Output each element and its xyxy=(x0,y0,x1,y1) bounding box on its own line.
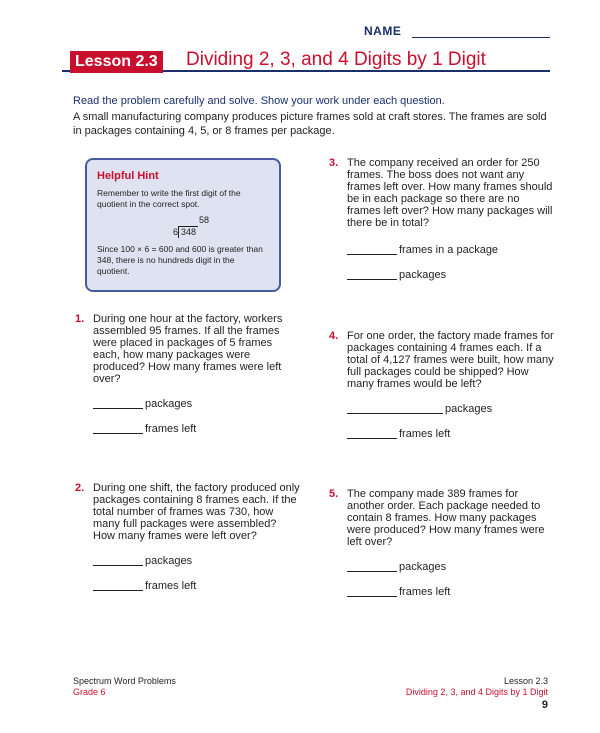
answer-line[interactable] xyxy=(93,398,301,410)
answer-label: frames left xyxy=(145,423,197,435)
answer-line[interactable] xyxy=(347,269,555,281)
answer-blank[interactable] xyxy=(93,590,143,591)
answer-line[interactable] xyxy=(347,244,555,256)
problem-number: 2. xyxy=(75,482,85,494)
answer-blank[interactable] xyxy=(347,596,397,597)
problem-1 xyxy=(75,313,301,435)
answer-blank[interactable] xyxy=(347,254,397,255)
hint-title: Helpful Hint xyxy=(97,170,159,182)
footer-left xyxy=(73,676,176,698)
answer-blank[interactable] xyxy=(347,571,397,572)
lesson-title: Dividing 2, 3, and 4 Digits by 1 Digit xyxy=(186,49,486,70)
answer-blank[interactable] xyxy=(93,408,143,409)
problem-2 xyxy=(75,482,301,592)
answer-blank[interactable] xyxy=(347,413,443,414)
problem-number: 3. xyxy=(329,157,339,169)
page-number: 9 xyxy=(541,699,548,711)
answer-label: frames left xyxy=(399,428,451,440)
problem-text: During one hour at the factory, workers assembled 95 frames. If all the frames were placed in packages of 5 frames each, how many packages were produced? How many frames were left over? xyxy=(93,313,283,385)
answer-blank[interactable] xyxy=(347,279,397,280)
hint-divisor: 6 xyxy=(173,227,179,237)
answer-blank[interactable] xyxy=(347,438,397,439)
problem-text: For one order, the factory made frames for packages containing 4 frames each. If a total of 4,127 frames were built, how many full packages could be shipped? How many frames would be left? xyxy=(347,330,554,390)
problem-text: During one shift, the factory produced only packages containing 8 frames each. If the total number of frames was 730, how many full packages were assembled? How many frames were left over? xyxy=(93,482,300,542)
hint-text-1: Remember to write the first digit of the quotient in the correct spot. xyxy=(97,188,241,209)
problem-number: 4. xyxy=(329,330,339,342)
answer-label: packages xyxy=(145,398,193,410)
problem-text: The company received an order for 250 frames. The boss does not want any frames left over. How many frames should be in each package so there are no frames left over? How many packages will there be in total? xyxy=(347,157,553,229)
footer-right xyxy=(390,676,548,698)
problem-3 xyxy=(329,157,555,281)
answer-blank[interactable] xyxy=(93,433,143,434)
answer-line[interactable] xyxy=(347,403,555,415)
answer-line[interactable] xyxy=(347,561,555,573)
footer-lesson-title: Dividing 2, 3, and 4 Digits by 1 Digit xyxy=(405,687,548,697)
answer-line[interactable] xyxy=(347,586,555,598)
hint-dividend: 348 xyxy=(178,226,198,238)
answer-label: packages xyxy=(399,561,447,573)
footer-grade: Grade 6 xyxy=(73,687,106,697)
long-division-example xyxy=(173,215,213,238)
answer-label: packages xyxy=(145,555,193,567)
answer-label: frames left xyxy=(145,580,197,592)
answer-line[interactable] xyxy=(93,580,301,592)
answer-line[interactable] xyxy=(93,555,301,567)
answer-label: packages xyxy=(445,403,493,415)
instructions: Read the problem carefully and solve. Show your work under each question. xyxy=(73,95,445,107)
answer-label: packages xyxy=(399,269,447,281)
intro-paragraph: A small manufacturing company produces picture frames sold at craft stores. The frames are sold in packages containing 4, 5, or 8 frames per package. xyxy=(73,111,547,137)
problem-text: The company made 389 frames for another order. Each package needed to contain 8 frames. How many packages were produced? How many frames were left over? xyxy=(347,488,545,548)
name-label: NAME xyxy=(364,24,402,38)
footer-book-title: Spectrum Word Problems xyxy=(73,676,176,686)
answer-line[interactable] xyxy=(347,428,555,440)
problem-number: 5. xyxy=(329,488,339,500)
problem-5 xyxy=(329,488,555,598)
footer-lesson: Lesson 2.3 xyxy=(503,676,548,686)
helpful-hint-box xyxy=(85,158,281,292)
hint-text-2: Since 100 × 6 = 600 and 600 is greater than 348, there is no hundreds digit in the quotient. xyxy=(97,244,263,276)
answer-line[interactable] xyxy=(93,423,301,435)
lesson-badge: Lesson 2.3 xyxy=(70,51,163,73)
answer-label: frames in a package xyxy=(399,244,499,256)
problem-number: 1. xyxy=(75,313,85,325)
answer-label: frames left xyxy=(399,586,451,598)
name-line xyxy=(412,37,550,38)
hint-quotient: 58 xyxy=(198,215,209,225)
problem-4 xyxy=(329,330,555,440)
answer-blank[interactable] xyxy=(93,565,143,566)
